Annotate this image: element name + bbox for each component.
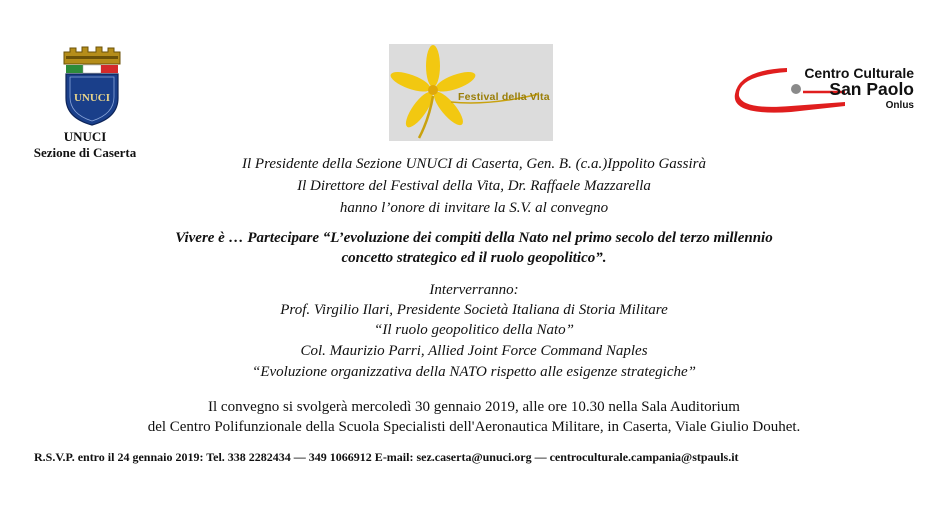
invitation-line-2: Il Direttore del Festival della Vita, Dr. Raffaele Mazzarella <box>297 178 651 194</box>
speaker-1: Prof. Virgilio Ilari, Presidente Società Italiana di Storia Militare <box>280 302 668 318</box>
festival-della-vita-logo <box>389 44 553 141</box>
unuci-crest-logo <box>58 46 126 126</box>
details-line-1: Il convegno si svolgerà mercoledì 30 gennaio 2019, alle ore 10.30 nella Sala Auditorium <box>208 399 740 415</box>
unuci-section: Sezione di Caserta <box>33 145 137 160</box>
speaker-2: Col. Maurizio Parri, Allied Joint Force Command Naples <box>300 343 648 359</box>
talk-1: “Il ruolo geopolitico della Nato” <box>373 322 574 338</box>
unuci-name: UNUCI <box>63 129 107 144</box>
cc-line1: Centro Culturale <box>804 65 914 81</box>
invitation-line-1: Il Presidente della Sezione UNUCI di Caserta, Gen. B. (c.a.)Ippolito Gassirà <box>242 156 706 172</box>
cc-line2: San Paolo <box>829 79 914 99</box>
invitation-line-3: hanno l’onore di invitare la S.V. al convegno <box>339 200 609 216</box>
svg-text:UNUCI: UNUCI <box>73 92 111 104</box>
rsvp-contact-line: R.S.V.P. entro il 24 gennaio 2019: Tel. 338 2282434 — 349 1066912 E-mail: sez.caserta@unuci.org — centroculturale.campania@stpauls.it <box>34 450 739 464</box>
cc-line3: Onlus <box>885 100 914 111</box>
event-title-line-2: concetto strategico ed il ruolo geopolitico”. <box>341 250 607 266</box>
details-line-2: del Centro Polifunzionale della Scuola Specialisti dell'Aeronautica Militare, in Caserta, Viale Giulio Douhet. <box>147 419 801 435</box>
centro-culturale-san-paolo-logo <box>733 62 918 116</box>
talk-2: “Evoluzione organizzativa della NATO rispetto alle esigenze strategiche” <box>251 364 696 380</box>
speakers-heading: Interverranno: <box>429 282 519 298</box>
festival-name: Festival della Vita <box>458 91 550 103</box>
event-title-line-1: Vivere è … Partecipare “L’evoluzione dei compiti della Nato nel primo secolo del terzo millennio <box>175 230 773 246</box>
